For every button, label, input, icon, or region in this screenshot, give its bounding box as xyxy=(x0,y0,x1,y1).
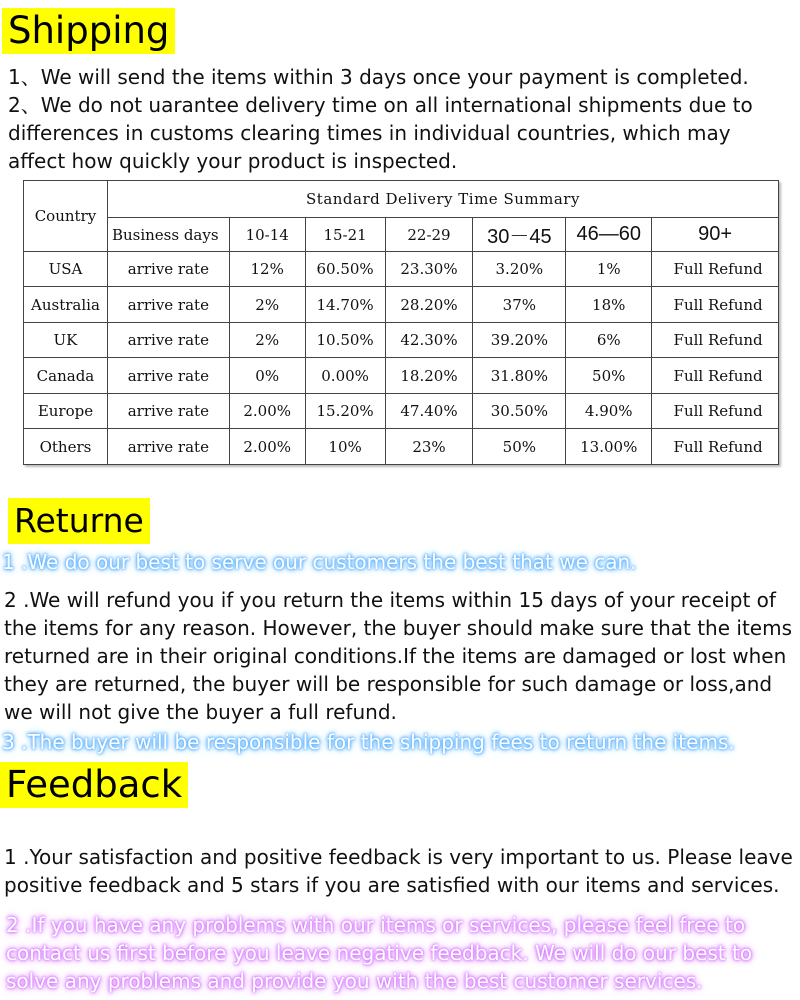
table-row xyxy=(24,358,779,394)
shipping-title: Shipping xyxy=(2,8,175,54)
returne-line-2: they are returned, the buyer will be responsible for such damage or loss,and xyxy=(4,672,773,696)
country-header: Country xyxy=(24,181,108,252)
value-cell: 2.00% xyxy=(229,429,305,465)
table-row xyxy=(24,394,779,429)
value-cell: 10.50% xyxy=(305,323,385,358)
country-cell: Others xyxy=(24,429,108,465)
value-cell: 10% xyxy=(305,429,385,465)
value-cell: 3.20% xyxy=(473,252,566,287)
value-cell: Full Refund xyxy=(652,394,779,429)
value-cell: 13.00% xyxy=(566,429,652,465)
value-cell: 1% xyxy=(566,252,652,287)
label-cell: arrive rate xyxy=(107,394,229,429)
country-cell: Europe xyxy=(24,394,108,429)
value-cell: 15.20% xyxy=(305,394,385,429)
column-header: 30－45 xyxy=(473,218,566,252)
value-cell: 28.20% xyxy=(385,287,473,323)
returne-line-3: 3 .The buyer will be responsible for the shipping fees to return the items. xyxy=(2,730,735,754)
shipping-line-4: affect how quickly your product is inspected. xyxy=(8,149,458,173)
value-cell: Full Refund xyxy=(652,358,779,394)
delivery-time-table xyxy=(23,180,779,465)
value-cell: 2% xyxy=(229,323,305,358)
label-cell: arrive rate xyxy=(107,287,229,323)
shipping-line-3: differences in customs clearing times in individual countries, which may xyxy=(8,121,731,145)
feedback-line-2: 2 .If you have any problems with our items or services, please feel free to xyxy=(6,913,746,937)
column-header: 90+ xyxy=(652,218,779,252)
label-cell: arrive rate xyxy=(107,358,229,394)
value-cell: 37% xyxy=(473,287,566,323)
feedback-title: Feedback xyxy=(0,762,188,808)
value-cell: Full Refund xyxy=(652,287,779,323)
value-cell: 12% xyxy=(229,252,305,287)
value-cell: 23.30% xyxy=(385,252,473,287)
value-cell: 50% xyxy=(566,358,652,394)
column-header: 15-21 xyxy=(305,218,385,252)
value-cell: 4.90% xyxy=(566,394,652,429)
value-cell: 50% xyxy=(473,429,566,465)
summary-header: Standard Delivery Time Summary xyxy=(107,181,778,218)
column-header: 10-14 xyxy=(229,218,305,252)
table-row xyxy=(24,429,779,465)
country-cell: USA xyxy=(24,252,108,287)
value-cell: 31.80% xyxy=(473,358,566,394)
value-cell: 6% xyxy=(566,323,652,358)
returne-title: Returne xyxy=(8,498,150,544)
returne-line-2: 2 .We will refund you if you return the items within 15 days of your receipt of xyxy=(4,588,776,612)
value-cell: 39.20% xyxy=(473,323,566,358)
returne-line-2: we will not give the buyer a full refund. xyxy=(4,700,397,724)
value-cell: 18.20% xyxy=(385,358,473,394)
feedback-line-2: solve any problems and provide you with the best customer services. xyxy=(6,969,703,993)
table-row xyxy=(24,252,779,287)
value-cell: 47.40% xyxy=(385,394,473,429)
label-cell: arrive rate xyxy=(107,252,229,287)
shipping-line-1: 1、We will send the items within 3 days once your payment is completed. xyxy=(8,65,749,89)
value-cell: 23% xyxy=(385,429,473,465)
value-cell: 42.30% xyxy=(385,323,473,358)
country-cell: UK xyxy=(24,323,108,358)
value-cell: 2.00% xyxy=(229,394,305,429)
feedback-line-1: 1 .Your satisfaction and positive feedback is very important to us. Please leave xyxy=(4,845,793,869)
value-cell: 14.70% xyxy=(305,287,385,323)
value-cell: 18% xyxy=(566,287,652,323)
value-cell: 0.00% xyxy=(305,358,385,394)
value-cell: 60.50% xyxy=(305,252,385,287)
table-row xyxy=(24,323,779,358)
value-cell: Full Refund xyxy=(652,323,779,358)
feedback-line-2: contact us first before you leave negative feedback. We will do our best to xyxy=(6,941,753,965)
column-header: 22-29 xyxy=(385,218,473,252)
column-header: 46—60 xyxy=(566,218,652,252)
value-cell: Full Refund xyxy=(652,429,779,465)
feedback-line-1: positive feedback and 5 stars if you are satisfied with our items and services. xyxy=(4,873,780,897)
country-cell: Australia xyxy=(24,287,108,323)
value-cell: 30.50% xyxy=(473,394,566,429)
returne-line-2: returned are in their original conditions.If the items are damaged or lost when xyxy=(4,644,787,668)
label-cell: arrive rate xyxy=(107,323,229,358)
returne-line-2: the items for any reason. However, the buyer should make sure that the items xyxy=(4,616,792,640)
value-cell: Full Refund xyxy=(652,252,779,287)
returne-line-1: 1 .We do our best to serve our customers the best that we can. xyxy=(2,550,637,574)
label-cell: arrive rate xyxy=(107,429,229,465)
column-header: Business days xyxy=(107,218,229,252)
table-row xyxy=(24,287,779,323)
country-cell: Canada xyxy=(24,358,108,394)
value-cell: 0% xyxy=(229,358,305,394)
shipping-line-2: 2、We do not uarantee delivery time on all international shipments due to xyxy=(8,93,753,117)
value-cell: 2% xyxy=(229,287,305,323)
